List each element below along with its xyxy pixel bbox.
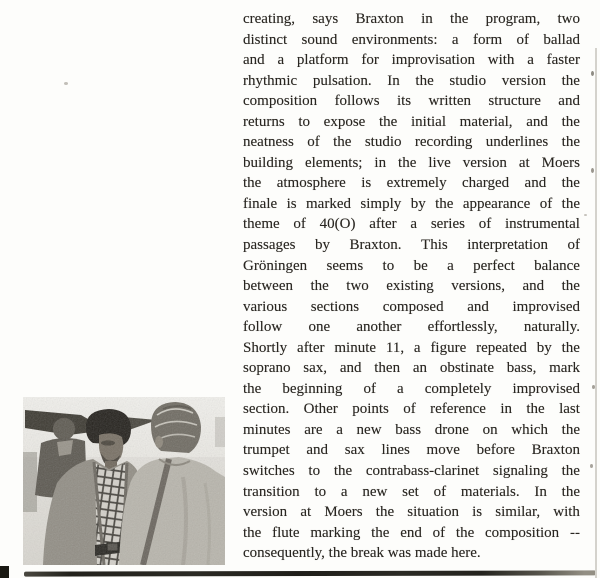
scan-corner-mark [0, 566, 9, 578]
text-line-10: finale is marked simply by the appearance of the [243, 195, 580, 212]
text-line-25: version at Moers the situation is similar, with [243, 504, 580, 521]
text-line-11: theme of 40(O) after a series of instrumental [243, 216, 580, 233]
scan-speck [590, 464, 593, 468]
text-line-3: and a platform for improvisation with a faster [243, 52, 580, 69]
text-line-18: soprano sax, and then an obstinate bass, mark [243, 360, 580, 377]
text-line-6: returns to expose the initial material, and the [243, 113, 580, 130]
text-line-4: rhythmic pulsation. In the studio version the [243, 72, 580, 89]
liner-notes-text [243, 9, 580, 564]
text-line-23: switches to the contrabass-clarinet signaling the [243, 463, 580, 480]
text-line-14: between the two existing versions, and the [243, 278, 580, 295]
conversation-photo-graphic [23, 397, 225, 565]
scan-speck [591, 168, 594, 173]
conversation-photo [23, 397, 225, 565]
text-line-20: section. Other points of reference in the last [243, 401, 580, 418]
text-line-17: Shortly after minute 11, a figure repeated by the [243, 339, 580, 356]
text-line-13: Gröningen seems to be a perfect balance [243, 257, 580, 274]
text-line-16: follow one another effortlessly, naturally. [243, 319, 580, 336]
text-line-12: passages by Braxton. This interpretation of [243, 237, 580, 254]
text-line-15: various sections composed and improvised [243, 298, 580, 315]
scan-speck [592, 385, 595, 389]
text-line-2: distinct sound environments: a form of ballad [243, 31, 580, 48]
text-line-27: consequently, the break was made here. [243, 545, 481, 562]
text-line-24: transition to a new set of materials. In the [243, 483, 580, 500]
scan-speck [64, 82, 68, 85]
text-line-21: minutes are a new bass drone on which the [243, 421, 580, 438]
scan-speck [591, 71, 594, 76]
scan-speck [584, 214, 587, 216]
text-line-8: building elements; in the live version at Moers [243, 154, 580, 171]
text-line-5: composition follows its written structure and [243, 93, 580, 110]
text-line-7: neatness of the studio recording underlines the [243, 134, 580, 151]
text-line-26: the flute marking the end of the composition -- [243, 524, 580, 541]
text-line-9: the atmosphere is extremely charged and the [243, 175, 580, 192]
page-right-edge-line [595, 48, 597, 578]
text-line-1: creating, says Braxton in the program, two [243, 11, 580, 27]
text-line-22: trumpet and sax lines move before Braxton [243, 442, 580, 459]
scan-bottom-edge-line [24, 570, 596, 576]
text-line-19: the beginning of a completely improvised [243, 380, 580, 397]
